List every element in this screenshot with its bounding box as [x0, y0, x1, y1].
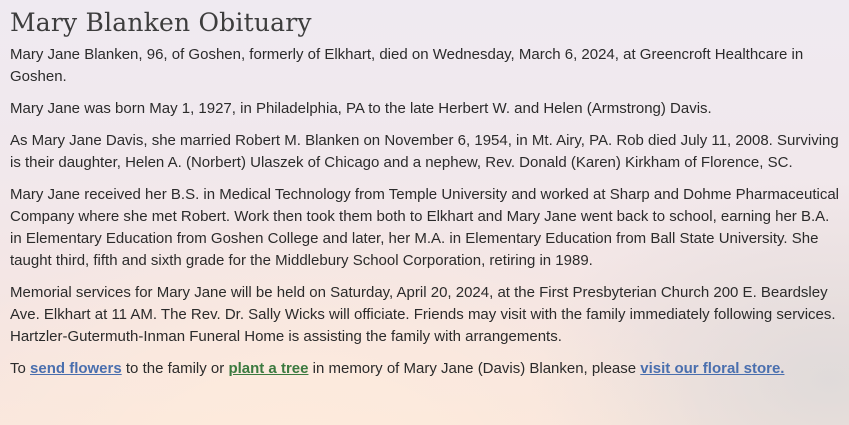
obituary-paragraph-birth: Mary Jane was born May 1, 1927, in Philadelphia, PA to the late Herbert W. and Helen (Armstrong) Davis. — [10, 100, 712, 117]
page-title: Mary Blanken Obituary — [10, 8, 312, 37]
send-flowers-link[interactable]: send flowers — [30, 360, 122, 377]
closing-prefix: To — [10, 360, 31, 377]
obituary-content — [10, 6, 840, 390]
plant-tree-link[interactable]: plant a tree — [228, 360, 309, 377]
floral-store-link[interactable]: visit our floral store. — [640, 360, 785, 377]
obituary-paragraph-family: As Mary Jane Davis, she married Robert M. Blanken on November 6, 1954, in Mt. Airy, PA. Rob died July 11, 2008. Surviving is their daughter, Helen A. (Norbert) Ulaszek of Chicago and a nephew, Rev. Donald (Karen) Kirkham of Florence, SC. — [10, 132, 839, 171]
obituary-paragraph-services: Memorial services for Mary Jane will be held on Saturday, April 20, 2024, at the First Presbyterian Church 200 E. Beardsley Ave. Elkhart at 11 AM. The Rev. Dr. Sally Wicks will officiate. Friends may visit with the family immediately following services. Hartzler-Gutermuth-Inman Funeral Home is assisting the family with arrangements. — [10, 284, 836, 345]
obituary-paragraph-career: Mary Jane received her B.S. in Medical Technology from Temple University and worked at Sharp and Dohme Pharmaceutical Company where she met Robert. Work then took them both to Elkhart and Mary Jane went back to school, earning her B.A. in Elementary Education from Goshen College and later, her M.A. in Elementary Education from Ball State University. She taught third, fifth and sixth grade for the Middlebury School Corporation, retiring in 1989. — [10, 186, 840, 269]
obituary-paragraph-death: Mary Jane Blanken, 96, of Goshen, formerly of Elkhart, died on Wednesday, March 6, 2024, at Greencroft Healthcare in Goshen. — [10, 46, 804, 85]
closing-suffix: in memory of Mary Jane (Davis) Blanken, please — [308, 360, 641, 377]
closing-paragraph — [10, 358, 840, 380]
closing-middle: to the family or — [121, 360, 229, 377]
